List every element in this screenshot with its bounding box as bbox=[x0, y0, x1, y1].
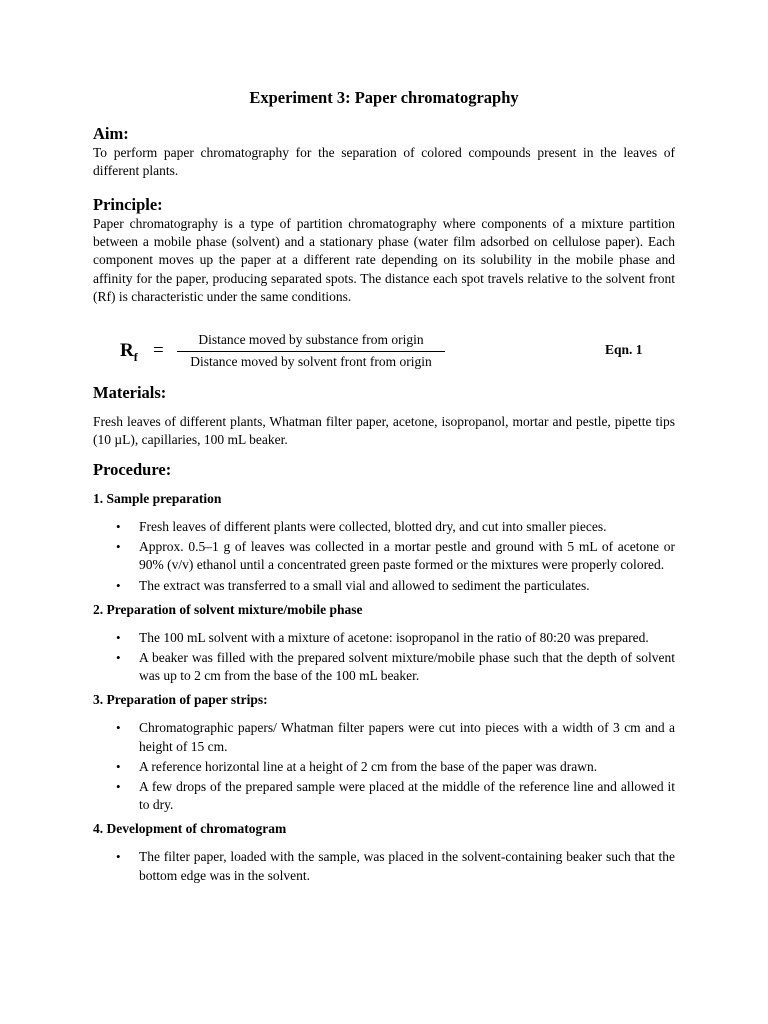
list-item-text: Chromatographic papers/ Whatman filter papers were cut into pieces with a width of 3 cm and a height of 15 cm. bbox=[139, 720, 675, 754]
rf-numerator: Distance moved by substance from origin bbox=[177, 330, 445, 352]
procedure-step-title: 3. Preparation of paper strips: bbox=[93, 692, 268, 708]
list-item bbox=[93, 577, 675, 595]
principle-text: Paper chromatography is a type of partition chromatography where components of a mixture partition between a mobile phase (solvent) and a stationary phase (water film adsorbed on cellulose paper). Each component moves up the paper at a different rate depending on its solubility in the mobile phase and affinity for the paper, producing separated spots. The distance each spot travels relative to the solvent front (Rf) is characteristic under the same conditions. bbox=[93, 216, 675, 304]
aim-text: To perform paper chromatography for the separation of colored compounds present in the leaves of different plants. bbox=[93, 145, 675, 179]
list-item bbox=[93, 518, 675, 536]
bullet-icon: • bbox=[116, 539, 121, 555]
bullet-icon: • bbox=[116, 849, 121, 865]
list-item-text: Fresh leaves of different plants were collected, blotted dry, and cut into smaller pieces. bbox=[139, 519, 607, 534]
procedure-step-title: 4. Development of chromatogram bbox=[93, 821, 287, 837]
rf-equation bbox=[93, 330, 675, 374]
rf-subscript: f bbox=[133, 349, 138, 364]
list-item-text: A reference horizontal line at a height of 2 cm from the base of the paper was drawn. bbox=[139, 758, 598, 774]
procedure-list bbox=[93, 518, 675, 595]
procedure-heading: Procedure: bbox=[93, 460, 172, 479]
equation-label: Eqn. 1 bbox=[605, 342, 643, 357]
list-item-text: A few drops of the prepared sample were placed at the middle of the reference line and allowed it to dry. bbox=[139, 779, 675, 813]
procedure-list bbox=[93, 629, 675, 686]
bullet-icon: • bbox=[116, 758, 121, 774]
materials-section bbox=[93, 383, 675, 449]
procedure-step-title: 2. Preparation of solvent mixture/mobile phase bbox=[93, 601, 363, 617]
procedure-step-title: 1. Sample preparation bbox=[93, 491, 222, 506]
list-item bbox=[93, 758, 675, 776]
rf-fraction bbox=[177, 330, 445, 372]
aim-section bbox=[93, 124, 675, 180]
aim-heading: Aim: bbox=[93, 124, 129, 143]
bullet-icon: • bbox=[116, 629, 121, 645]
bullet-icon: • bbox=[116, 650, 121, 666]
rf-main: R bbox=[120, 340, 134, 361]
procedure-section bbox=[93, 460, 675, 887]
list-item-text: The 100 mL solvent with a mixture of acetone: isopropanol in the ratio of 80:20 was prepared. bbox=[139, 629, 649, 645]
list-item-text: The filter paper, loaded with the sample, was placed in the solvent-containing beaker such that the bottom edge was in the solvent. bbox=[139, 849, 675, 883]
bullet-icon: • bbox=[116, 779, 121, 795]
procedure-list bbox=[93, 848, 675, 884]
list-item bbox=[93, 538, 675, 574]
bullet-icon: • bbox=[116, 519, 121, 534]
equals-sign: = bbox=[153, 340, 164, 361]
principle-heading: Principle: bbox=[93, 195, 163, 214]
list-item bbox=[93, 778, 675, 814]
list-item bbox=[93, 848, 675, 884]
list-item bbox=[93, 649, 675, 685]
page-title: Experiment 3: Paper chromatography bbox=[249, 88, 519, 107]
list-item-text: Approx. 0.5–1 g of leaves was collected in a mortar pestle and ground with 5 mL of acetone or 90% (v/v) ethanol until a concentrated green paste formed or the mixtures were properly colored. bbox=[139, 539, 675, 573]
list-item bbox=[93, 629, 675, 647]
bullet-icon: • bbox=[116, 577, 121, 593]
procedure-list bbox=[93, 719, 675, 814]
list-item-text: A beaker was filled with the prepared solvent mixture/mobile phase such that the depth of solvent was up to 2 cm from the base of the 100 mL beaker. bbox=[139, 650, 675, 684]
list-item bbox=[93, 719, 675, 755]
bullet-icon: • bbox=[116, 720, 121, 736]
materials-heading: Materials: bbox=[93, 383, 167, 402]
rf-symbol bbox=[120, 340, 138, 365]
materials-text: Fresh leaves of different plants, Whatman filter paper, acetone, isopropanol, mortar and pestle, pipette tips (10 µL), capillaries, 100 mL beaker. bbox=[93, 414, 675, 448]
list-item-text: The extract was transferred to a small vial and allowed to sediment the particulates. bbox=[139, 577, 590, 593]
rf-denominator: Distance moved by solvent front from origin bbox=[190, 354, 432, 369]
principle-section bbox=[93, 195, 675, 306]
